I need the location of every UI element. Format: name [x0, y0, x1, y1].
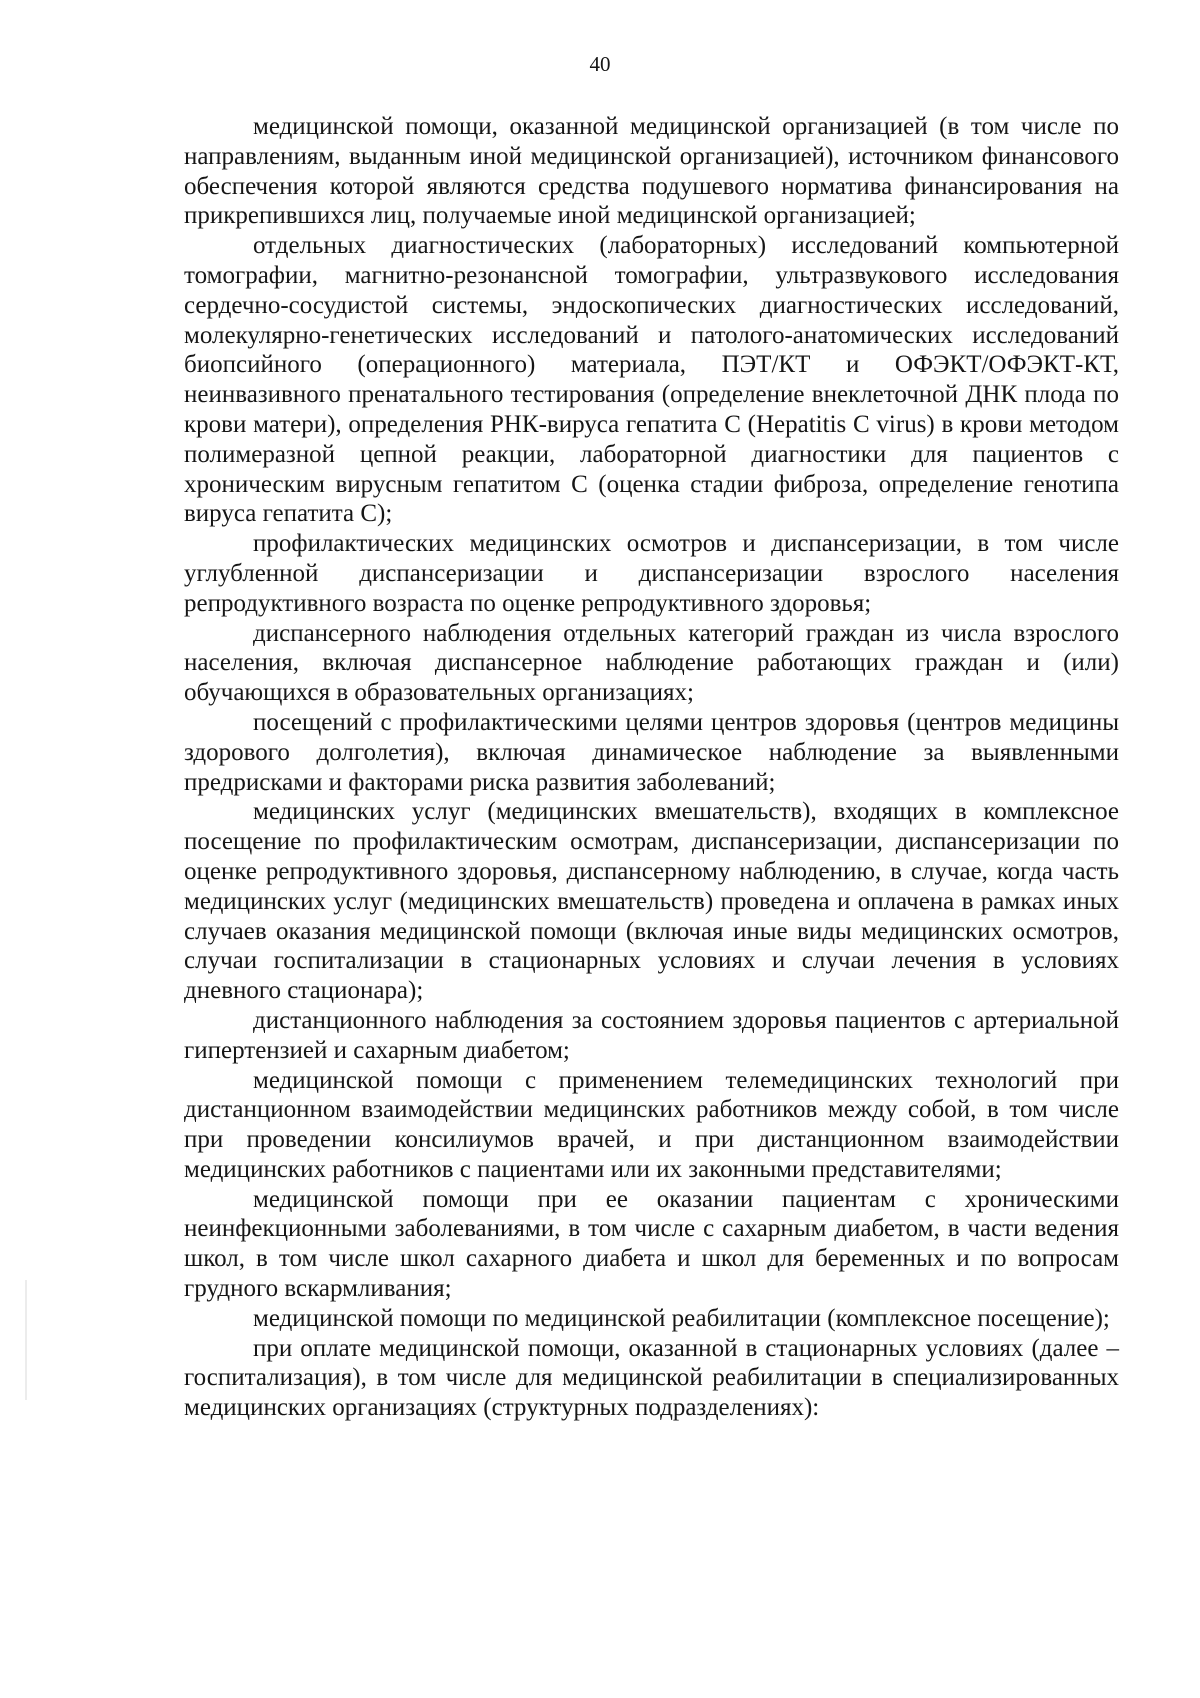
paragraph-7: дистанционного наблюдения за состоянием здоровья пациентов с артериальной гипертензией и сахарным диабетом; — [184, 1006, 1119, 1064]
paragraph-4: диспансерного наблюдения отдельных категорий граждан из числа взрослого населения, включая диспансерное наблюдение работающих граждан и (или) обучающихся в образовательных организациях; — [184, 619, 1119, 707]
paragraph-1: медицинской помощи, оказанной медицинской организацией (в том числе по направлениям, выданным иной медицинской организацией), источником финансового обеспечения которой являются средства подушевого норматива финансирования на прикрепившихся лиц, получаемые иной медицинской организацией; — [184, 113, 1119, 230]
paragraph-9: медицинской помощи при ее оказании пациентам с хроническими неинфекционными заболеваниями, в том числе с сахарным диабетом, в части ведения школ, в том числе школ сахарного диабета и школ для беременных и по вопросам грудного вскармливания; — [184, 1185, 1119, 1303]
document-body — [184, 112, 1119, 1423]
scan-artifact — [25, 1280, 27, 1400]
paragraph-6: медицинских услуг (медицинских вмешательств), входящих в комплексное посещение по профилактическим осмотрам, диспансеризации, диспансеризации по оценке репродуктивного здоровья, диспансерному наблюдению, в случае, когда часть медицинских услуг (медицинских вмешательств) проведена и оплачена в рамках иных случаев оказания медицинской помощи (включая иные виды медицинских осмотров, случаи госпитализации в стационарных условиях и случаи лечения в условиях дневного стационара); — [184, 798, 1119, 1005]
page-number: 40 — [589, 52, 611, 76]
paragraph-2: отдельных диагностических (лабораторных) исследований компьютерной томографии, магнитно-резонансной томографии, ультразвукового исследования сердечно-сосудистой системы, эндоскопических диагностических исследований, молекулярно-генетических исследований и патолого-анатомических исследований биопсийного (операционного) материала, ПЭТ/КТ и ОФЭКТ/ОФЭКТ-КТ, неинвазивного пренатального тестирования (определение внеклеточной ДНК плода по крови матери), определения РНК-вируса гепатита С (Hepatitis C virus) в крови методом полимеразной цепной реакции, лабораторной диагностики для пациентов с хроническим вирусным гепатитом С (оценка стадии фиброза, определение генотипа вируса гепатита С); — [184, 232, 1119, 528]
paragraph-3: профилактических медицинских осмотров и диспансеризации, в том числе углубленной диспансеризации и диспансеризации взрослого населения репродуктивного возраста по оценке репродуктивного здоровья; — [184, 530, 1119, 617]
paragraph-8: медицинской помощи с применением телемедицинских технологий при дистанционном взаимодействии медицинских работников между собой, в том числе при проведении консилиумов врачей, и при дистанционном взаимодействии медицинских работников с пациентами или их законными представителями; — [184, 1066, 1119, 1183]
paragraph-5: посещений с профилактическими целями центров здоровья (центров медицины здорового долголетия), включая динамическое наблюдение за выявленными предрисками и факторами риска развития заболеваний; — [184, 708, 1119, 796]
paragraph-10: медицинской помощи по медицинской реабилитации (комплексное посещение); — [253, 1304, 1110, 1332]
paragraph-11: при оплате медицинской помощи, оказанной в стационарных условиях (далее – госпитализация), в том числе для медицинской реабилитации в специализированных медицинских организациях (структурных подразделениях): — [184, 1334, 1119, 1422]
